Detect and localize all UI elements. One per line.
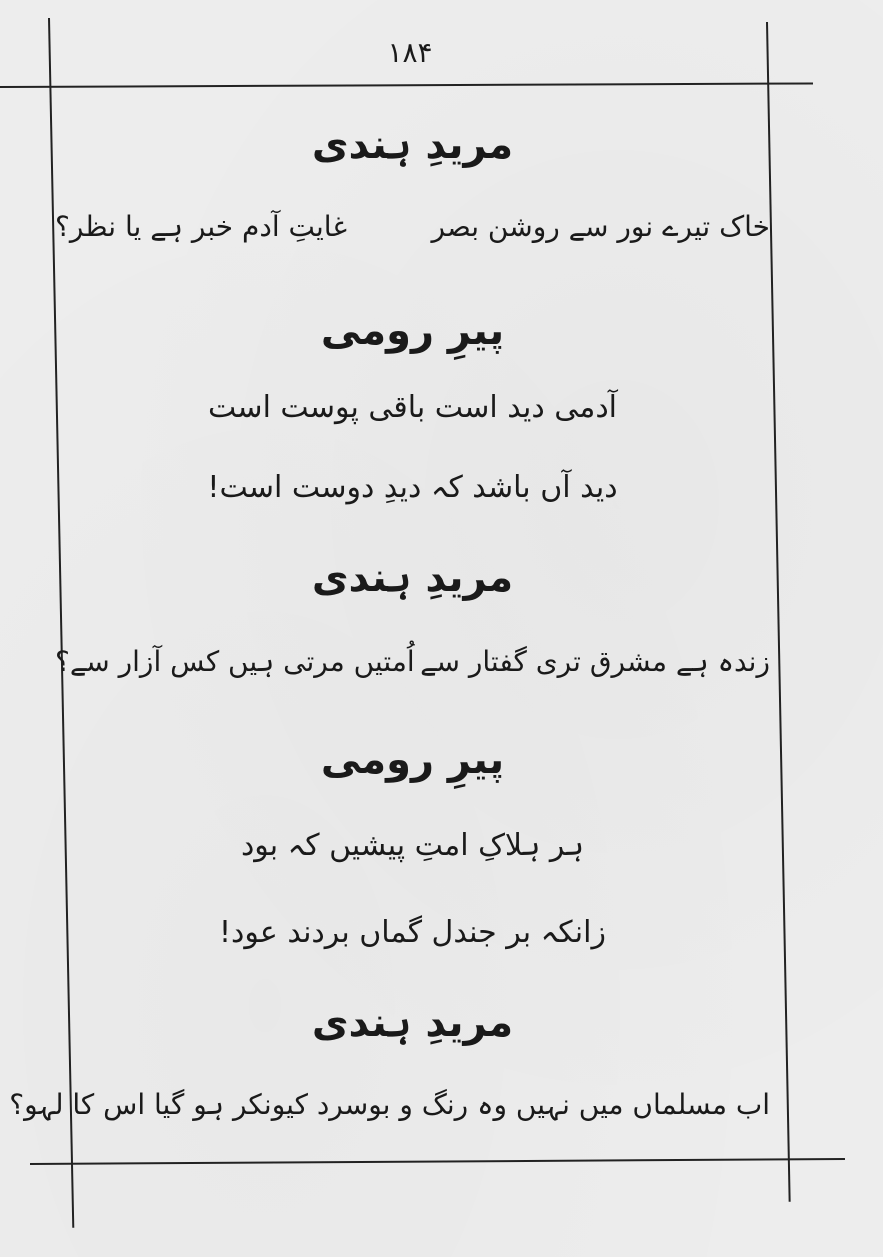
verse-line: آدمی دید است باقی پوست است [207,390,618,425]
verse-line: دید آں باشد کہ دیدِ دوست است! [207,470,618,505]
couplet [55,210,770,243]
couplet-first-hemistich: اب مسلماں میں نہیں وہ رنگ و بو [368,1088,770,1121]
couplet-second-hemistich: غایتِ آدم خبر ہے یا نظر؟ [55,210,347,243]
bottom-rule [30,1158,845,1165]
verse-line: ہر ہلاکِ امتِ پیشیں کہ بود [240,828,585,863]
couplet-first-hemistich: زندہ ہے مشرق تری گفتار سے [420,645,770,678]
couplet [9,1088,770,1121]
couplet-second-hemistich: اُمتیں مرتی ہیں کس آزار سے؟ [55,645,415,678]
heading-murid-hindi: مریدِ ہندی [311,555,514,601]
heading-pir-rumi: پیرِ رومی [320,737,505,783]
heading-murid-hindi: مریدِ ہندی [311,122,514,168]
top-rule [0,82,813,88]
page-number: ۱۸۴ [387,36,433,69]
couplet-second-hemistich: سرد کیونکر ہو گیا اس کا لہو؟ [9,1088,369,1121]
heading-pir-rumi: پیرِ رومی [320,308,505,354]
couplet-first-hemistich: خاک تیرے نور سے روشن بصر [431,210,770,243]
couplet [55,645,770,678]
verse-line: زانکہ بر جندل گماں بردند عود! [219,915,606,950]
left-border [48,18,74,1228]
heading-murid-hindi: مریدِ ہندی [311,1000,514,1046]
